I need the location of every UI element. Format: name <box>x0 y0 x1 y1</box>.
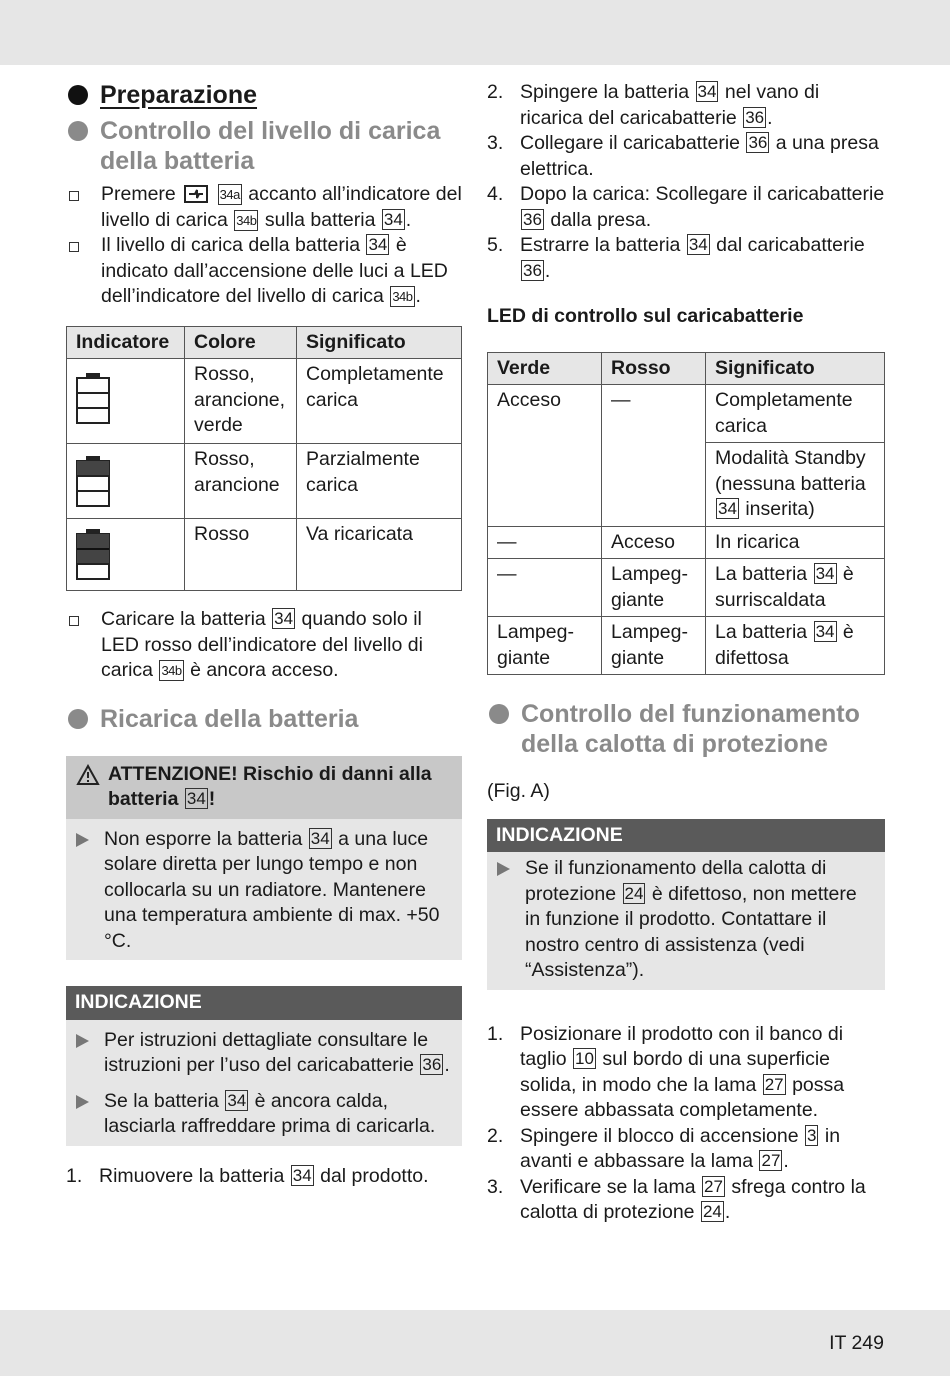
arrow-right-icon <box>76 833 89 847</box>
ref-badge: 10 <box>575 1049 594 1068</box>
checkbox-square-icon <box>69 191 79 201</box>
table-header: Verde <box>488 352 602 385</box>
table-header: Rosso <box>602 352 706 385</box>
ref-badge: 34 <box>227 1090 247 1110</box>
table-row: Rosso Va ricaricata <box>67 518 462 591</box>
led-table-title: LED di controllo sul caricabatterie <box>487 305 804 327</box>
top-bar <box>0 0 950 65</box>
subsection-title-function-check: Controllo del funzionamento della calotta di protezione <box>487 699 885 759</box>
battery-full-icon <box>76 372 110 424</box>
note-box <box>66 986 462 1146</box>
ref-badge: 36 <box>745 107 765 127</box>
battery-half-icon <box>76 455 110 507</box>
ref-badge: 34 <box>815 564 835 583</box>
list-item: Se il funzionamento della calotta di protezione 24 è difettoso, non mettere in funzione il prodotto. Contattare il nostro centro di assistenza (vedi “Assistenza”). <box>487 852 885 984</box>
step-item: 2. Spingere il blocco di accensione 3 in avanti e abbassare la lama 27 . <box>487 1124 841 1172</box>
step-item: 1. Rimuovere la batteria 34 dal prodotto. <box>66 1164 429 1187</box>
ref-badge: 36 <box>422 1055 442 1074</box>
ref-badge: 3 <box>807 1125 817 1145</box>
ref-badge: 34 <box>815 622 835 641</box>
table-header: Significato <box>297 326 462 359</box>
ref-badge: 34 <box>292 1165 312 1185</box>
subsection-title-charging: Ricarica della batteria <box>66 704 462 734</box>
checkbox-square-icon <box>69 616 79 626</box>
step-item: 5. Estrarre la batteria 34 dal caricabatterie 36 . <box>487 234 865 282</box>
list-item: Per istruzioni dettagliate consultare le istruzioni per l’uso del caricabatterie 36 . <box>66 1020 462 1079</box>
arrow-right-icon <box>76 1034 89 1048</box>
bottom-bar <box>0 1310 950 1376</box>
left-column <box>66 80 462 1189</box>
arrow-right-icon <box>76 1095 89 1109</box>
ref-badge: 34b <box>234 210 258 231</box>
table-row: — Acceso In ricarica <box>488 526 885 559</box>
ref-badge: 34 <box>186 789 206 808</box>
note-box <box>487 819 885 990</box>
ref-badge: 27 <box>704 1176 723 1196</box>
table-row: Lampeg-giante Lampeg-giante La batteria 34 è difettosa <box>488 617 885 675</box>
table-row: Acceso — Completamente carica <box>488 385 885 443</box>
ref-badge: 24 <box>702 1202 722 1221</box>
ref-badge: 34b <box>159 660 183 681</box>
section-title-preparation: Preparazione <box>66 80 462 110</box>
table-row: — Lampeg-giante La batteria 34 è surriscaldata <box>488 559 885 617</box>
ref-badge: 27 <box>764 1074 784 1094</box>
bullet-dot-icon <box>68 85 88 105</box>
ref-badge: 34 <box>274 609 294 628</box>
steps-list <box>487 80 885 284</box>
list-item: Caricare la batteria 34 quando solo il LED rosso dell’indicatore del livello di carica 34b è ancora acceso. <box>66 607 462 684</box>
warning-box <box>66 756 462 961</box>
warning-header: ATTENZIONE! Rischio di danni alla batteria 34 ! <box>66 756 462 819</box>
ref-badge: 34b <box>390 286 414 307</box>
step-item: 3. Verificare se la lama 27 sfrega contro la calotta di protezione 24 . <box>487 1175 866 1223</box>
table-header: Colore <box>185 326 297 359</box>
steps-list <box>487 1022 885 1226</box>
ref-badge: 36 <box>523 209 542 229</box>
table-row: Rosso, arancione, verde Completamente carica <box>67 359 462 444</box>
bullet-dot-icon <box>68 121 88 141</box>
step-item: 1. Posizionare il prodotto con il banco di taglio 10 sul bordo di una superficie solida, in modo che la lama 27 possa essere abbassata completamente. <box>487 1022 845 1121</box>
ref-badge: 34 <box>383 209 403 229</box>
indicator-table <box>66 326 462 592</box>
battery-low-icon <box>76 528 110 580</box>
table-header: Indicatore <box>67 326 185 359</box>
table-row: Modalità Standby (nessuna batteria 34 inserita) <box>488 443 885 527</box>
ref-badge: 34 <box>688 235 708 254</box>
ref-badge: 36 <box>748 133 768 152</box>
list-item: Il livello di carica della batteria 34 è indicato dall’accensione delle luci a LED dell’indicatore del livello di carica 34b . <box>66 233 462 310</box>
note-header: INDICAZIONE <box>487 819 885 853</box>
ref-badge: 34 <box>697 82 717 101</box>
figure-reference: (Fig. A) <box>487 780 550 802</box>
bullet-dot-icon <box>489 704 509 724</box>
checkbox-square-icon <box>69 242 79 252</box>
led-table <box>487 352 885 676</box>
list-item: Premere 34a accanto all’indicatore del livello di carica 34b sulla batteria 34 . <box>66 182 462 233</box>
ref-badge: 34 <box>310 828 330 848</box>
arrow-right-icon <box>497 862 510 876</box>
ref-badge: 24 <box>624 883 644 903</box>
ref-badge: 34 <box>368 235 388 254</box>
note-header: INDICAZIONE <box>66 986 462 1020</box>
list-item: Se la batteria 34 è ancora calda, lasciarla raffreddare prima di caricarla. <box>66 1079 462 1140</box>
table-header: Significato <box>706 352 885 385</box>
bullet-dot-icon <box>68 709 88 729</box>
ref-badge: 27 <box>761 1151 781 1170</box>
step-item: 3. Collegare il caricabatterie 36 a una presa elettrica. <box>487 132 879 180</box>
step-item: 4. Dopo la carica: Scollegare il caricabatterie 36 dalla presa. <box>487 183 885 231</box>
ref-badge: 34 <box>718 499 737 518</box>
right-column <box>487 80 885 1226</box>
ref-badge: 36 <box>523 260 542 280</box>
subsection-title-charge-check: Controllo del livello di carica della batteria <box>66 116 462 176</box>
page-number: IT 249 <box>829 1332 884 1354</box>
battery-check-icon <box>184 185 208 203</box>
warning-triangle-icon <box>76 764 100 786</box>
table-row: Rosso, arancione Parzialmente carica <box>67 444 462 519</box>
step-item: 2. Spingere la batteria 34 nel vano di ricarica del caricabatterie 36 . <box>487 81 820 129</box>
list-item: Non esporre la batteria 34 a una luce solare diretta per lungo tempo e non collocarla su un radiatore. Mantenere una temperatura ambiente di max. +50 °C. <box>66 819 462 955</box>
ref-badge: 34a <box>218 184 242 205</box>
